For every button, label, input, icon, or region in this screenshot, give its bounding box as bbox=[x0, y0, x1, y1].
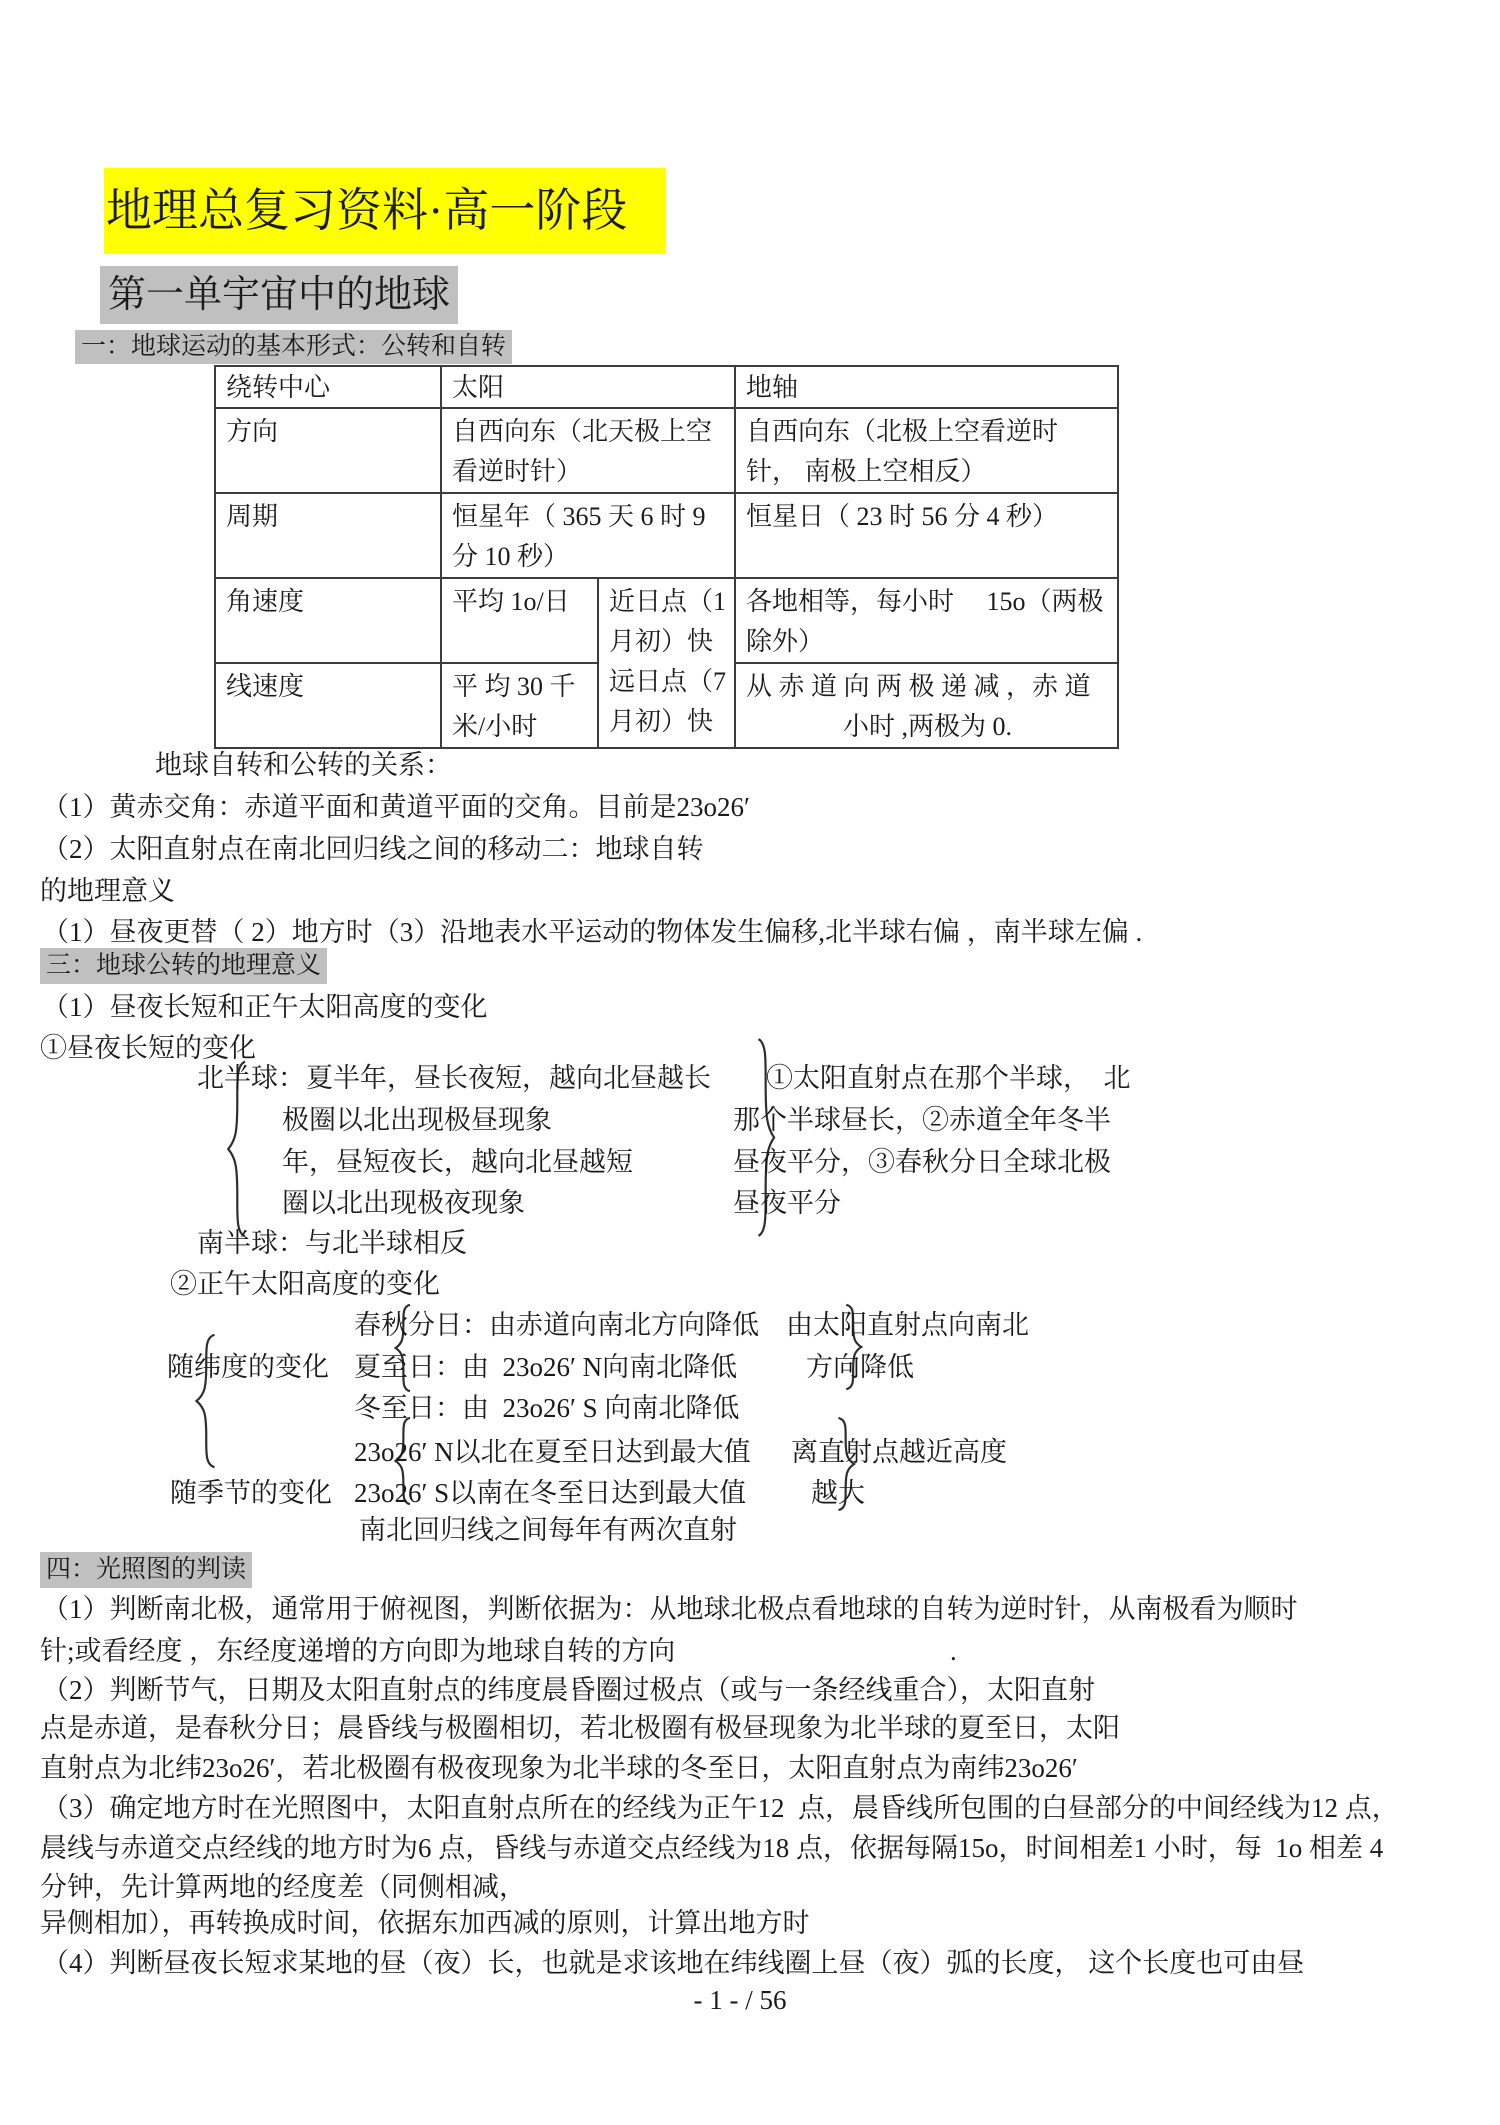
paragraph-relation-4: （1）昼夜更替（ 2）地方时（3）沿地表水平运动的物体发生偏移,北半球右偏 ，南半球左偏 . bbox=[42, 917, 1143, 947]
paragraph-daylength-sub: ①昼夜长短的变化 bbox=[40, 1033, 256, 1063]
table-cell-axis-header: 地轴 bbox=[735, 366, 1118, 408]
table-cell-direction-label: 方向 bbox=[215, 408, 441, 493]
latitude-note-1: 由太阳直射点向南北 bbox=[786, 1310, 1029, 1340]
paragraph-lightmap-4: 点是赤道，是春秋分日；晨昏线与极圈相切，若北极圈有极昼现象为北半球的夏至日，太阳 bbox=[40, 1713, 1120, 1743]
north-line-3: 年，昼短夜长，越向北昼越短 bbox=[282, 1147, 633, 1177]
season-note-1: 离直射点越近高度 bbox=[791, 1437, 1007, 1467]
section-4-heading: 四：光照图的判读 bbox=[40, 1552, 252, 1588]
table-cell-angular-label: 角速度 bbox=[215, 578, 441, 663]
table-cell-sun-header: 太阳 bbox=[441, 366, 735, 408]
linear-axis-line2: 小时 ,两极为 0. bbox=[843, 712, 1013, 741]
aphelion-line: 远日点（7 月初）快 bbox=[609, 667, 727, 736]
season-note-2: 越大 bbox=[811, 1478, 865, 1508]
paragraph-lightmap-10: （4）判断昼夜长短求某地的昼（夜）长，也就是求该地在纬线圈上昼（夜）弧的长度， 这个长度也可由昼 bbox=[42, 1948, 1305, 1978]
season-line-2: 23o26′ S以南在冬至日达到最大值 bbox=[354, 1478, 747, 1508]
paragraph-lightmap-5: 直射点为北纬23o26′，若北极圈有极夜现象为北半球的冬至日，太阳直射点为南纬23o26′ bbox=[40, 1753, 1078, 1783]
section-3-heading: 三：地球公转的地理意义 bbox=[40, 948, 327, 984]
season-line-3: 南北回归线之间每年有两次直射 bbox=[359, 1515, 737, 1545]
south-hemisphere-line: 南半球：与北半球相反 bbox=[197, 1228, 467, 1258]
table-cell-linear-label: 线速度 bbox=[215, 663, 441, 748]
table-cell-center-label: 绕转中心 bbox=[215, 366, 441, 408]
linear-axis-line1: 从 赤 道 向 两 极 递 减 ，赤 道 bbox=[746, 672, 1091, 701]
table-cell-linear-sun: 平 均 30 千 米/小时 bbox=[441, 663, 598, 748]
paragraph-relation-3: 的地理意义 bbox=[40, 876, 175, 906]
daylength-note-1: ①太阳直射点在那个半球， 北 bbox=[766, 1063, 1131, 1093]
latitude-note-2: 方向降低 bbox=[806, 1352, 914, 1382]
paragraph-relation-intro: 地球自转和公转的关系： bbox=[155, 750, 452, 780]
unit-heading: 第一单宇宙中的地球 bbox=[100, 266, 458, 324]
paragraph-lightmap-8: 分钟，先计算两地的经度差（同侧相减， bbox=[40, 1872, 526, 1902]
north-line-2: 极圈以北出现极昼现象 bbox=[282, 1105, 552, 1135]
daylength-note-2: 那个半球昼长，②赤道全年冬半 bbox=[733, 1105, 1111, 1135]
daylength-note-3: 昼夜平分，③春秋分日全球北极 bbox=[733, 1147, 1111, 1177]
paragraph-revolution-1: （1）昼夜长短和正午太阳高度的变化 bbox=[42, 992, 488, 1022]
north-line-4: 圈以北出现极夜现象 bbox=[282, 1188, 525, 1218]
table-cell-linear-axis bbox=[735, 663, 1118, 748]
latitude-line-3: 冬至日：由 23o26′ S 向南北降低 bbox=[354, 1393, 740, 1423]
table-cell-angular-axis: 各地相等，每小时 15o（两极 除外） bbox=[735, 578, 1118, 663]
season-line-1: 23o26′ N以北在夏至日达到最大值 bbox=[354, 1437, 751, 1467]
latitude-variation-label: 随纬度的变化 bbox=[167, 1352, 329, 1382]
season-variation-label: 随季节的变化 bbox=[170, 1478, 332, 1508]
table-cell-direction-axis: 自西向东（北极上空看逆时针， 南极上空相反） bbox=[735, 408, 1118, 493]
page-title: 地理总复习资料·高一阶段 bbox=[104, 168, 666, 254]
orbit-table bbox=[214, 365, 1119, 749]
table-cell-period-sun: 恒星年（ 365 天 6 时 9 分 10 秒） bbox=[441, 493, 735, 578]
table-cell-direction-sun: 自西向东（北天极上空 看逆时针） bbox=[441, 408, 735, 493]
paragraph-lightmap-1: （1）判断南北极，通常用于俯视图，判断依据为：从地球北极点看地球的自转为逆时针，从南极看为顺时 bbox=[42, 1594, 1298, 1624]
paragraph-noonsun-sub: ②正午太阳高度的变化 bbox=[170, 1269, 440, 1299]
paragraph-lightmap-6: （3）确定地方时在光照图中，太阳直射点所在的经线为正午12 点，晨昏线所包围的白昼部分的中间经线为12 点， bbox=[42, 1793, 1399, 1823]
section-1-heading: 一：地球运动的基本形式：公转和自转 bbox=[75, 330, 512, 364]
paragraph-lightmap-3: （2）判断节气，日期及太阳直射点的纬度晨昏圈过极点（或与一条经线重合），太阳直射 bbox=[42, 1675, 1095, 1705]
paragraph-lightmap-7: 晨线与赤道交点经线的地方时为6 点，昏线与赤道交点经线为18 点，依据每隔15o，时间相差1 小时，每 1o 相差 4 bbox=[40, 1833, 1384, 1863]
north-line-1: 夏半年，昼长夜短，越向北昼越长 bbox=[306, 1063, 711, 1093]
perihelion-line: 近日点（1 月初）快 bbox=[609, 587, 727, 656]
paragraph-lightmap-2: 针;或看经度 ，东经度递增的方向即为地球自转的方向 bbox=[40, 1636, 676, 1666]
north-hemisphere-label: 北半球： bbox=[197, 1063, 305, 1093]
table-cell-period-label: 周期 bbox=[215, 493, 441, 578]
page-footer: - 1 - / 56 bbox=[693, 1985, 787, 2015]
table-cell-angular-sun: 平均 1o/日 bbox=[441, 578, 598, 663]
daylength-note-4: 昼夜平分 bbox=[733, 1188, 841, 1218]
latitude-line-2: 夏至日：由 23o26′ N向南北降低 bbox=[354, 1352, 738, 1382]
paragraph-relation-2: （2）太阳直射点在南北回归线之间的移动二：地球自转 bbox=[42, 834, 704, 864]
table-cell-perihelion-note bbox=[598, 578, 735, 748]
paragraph-lightmap-9: 异侧相加），再转换成时间，依据东加西减的原则，计算出地方时 bbox=[40, 1908, 810, 1938]
paragraph-relation-1: （1）黄赤交角：赤道平面和黄道平面的交角。目前是23o26′ bbox=[42, 792, 750, 822]
table-cell-period-axis: 恒星日（ 23 时 56 分 4 秒） bbox=[735, 493, 1118, 578]
paragraph-lightmap-2-tail: . bbox=[950, 1636, 957, 1666]
latitude-line-1: 春秋分日：由赤道向南北方向降低 bbox=[354, 1310, 759, 1340]
